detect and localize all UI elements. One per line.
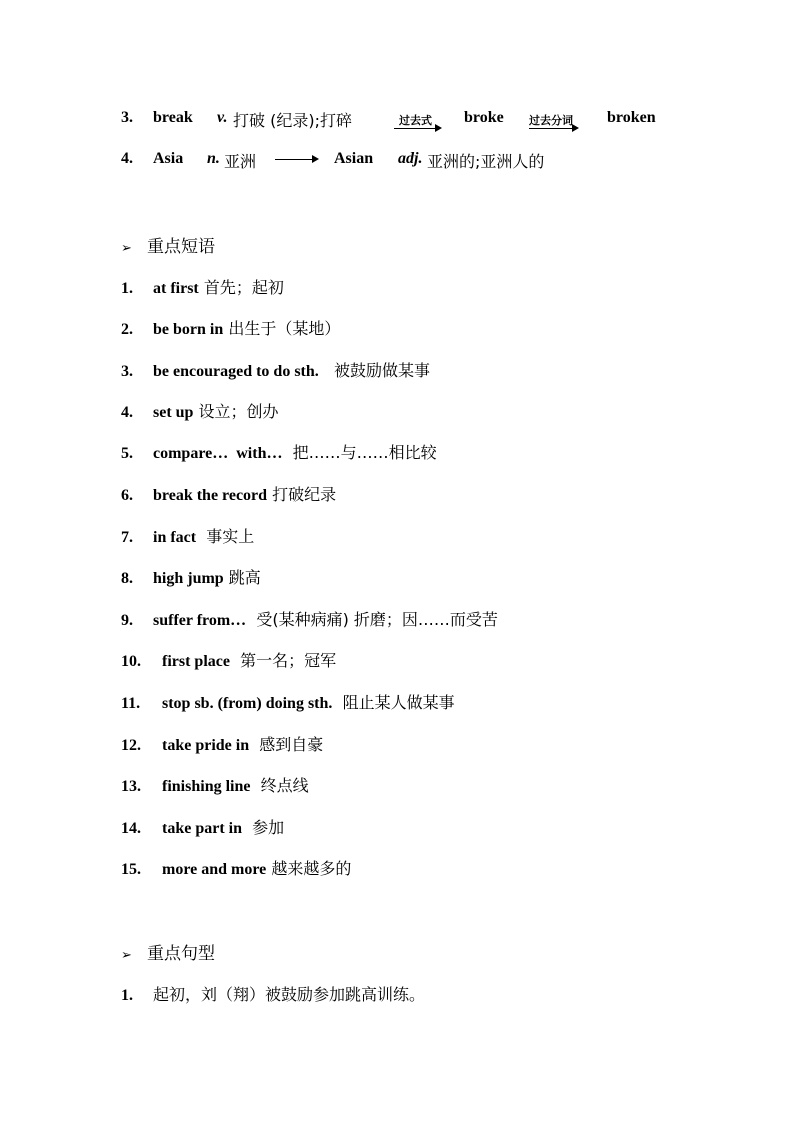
phrase-cn: 感到自豪 <box>249 735 324 754</box>
arrow-label-past: 过去式 <box>399 114 432 127</box>
phrase-en: suffer from… <box>153 612 247 629</box>
list-item: 10. first place 第一名；冠军 <box>121 651 337 670</box>
phrase-cn: 被鼓励做某事 <box>318 361 431 380</box>
arrow-bullet-icon: ➢ <box>121 241 132 256</box>
phrase-cn: 受(某种病痛) 折磨；因……而受苦 <box>246 610 498 629</box>
phrase-cn: 越来越多的 <box>266 859 352 878</box>
vocab-word: break <box>153 109 193 126</box>
phrase-en: be encouraged to do sth. <box>153 363 319 380</box>
section-title: 重点短语 <box>147 237 215 257</box>
arrow-right-icon <box>394 128 440 129</box>
phrase-en: finishing line <box>162 778 251 795</box>
phrase-cn: 出生于（某地） <box>223 319 341 338</box>
sentence-cn: 起初，刘（翔）被鼓励参加跳高训练。 <box>153 985 426 1004</box>
phrase-en: take pride in <box>162 737 250 754</box>
list-item: 7. in fact 事实上 <box>121 527 255 546</box>
section-heading-sentences <box>121 939 215 964</box>
list-item: 4. set up 设立；创办 <box>121 402 279 421</box>
phrase-en: high jump <box>153 570 224 587</box>
vocab-number: 4. <box>121 150 133 167</box>
list-item: 12. take pride in 感到自豪 <box>121 735 324 754</box>
phrase-cn: 终点线 <box>250 776 309 795</box>
arrow-right-icon <box>275 159 317 160</box>
phrase-cn: 设立；创办 <box>193 402 279 421</box>
phrase-en: first place <box>162 653 230 670</box>
phrase-en: compare… with… <box>153 445 283 462</box>
list-item: 9. suffer from… 受(某种病痛) 折磨；因……而受苦 <box>121 610 498 629</box>
vocab-pos: v. <box>217 109 228 126</box>
section-heading-phrases <box>121 232 215 257</box>
vocab-meaning-2: 亚洲的;亚洲人的 <box>427 152 545 171</box>
phrase-en: set up <box>153 404 194 421</box>
phrase-cn: 把……与……相比较 <box>282 443 437 462</box>
vocab-pos: n. <box>207 150 220 167</box>
list-item: 1. 起初，刘（翔）被鼓励参加跳高训练。 <box>121 985 426 1004</box>
phrase-cn: 首先；起初 <box>198 278 284 297</box>
list-item: 15. more and more 越来越多的 <box>121 859 352 878</box>
arrow-bullet-icon: ➢ <box>121 948 132 963</box>
phrase-en: in fact <box>153 529 197 546</box>
phrase-cn: 第一名；冠军 <box>229 651 337 670</box>
vocab-form-past: broke <box>464 109 504 126</box>
list-item: 5. compare… with… 把……与……相比较 <box>121 443 437 462</box>
phrase-en: stop sb. (from) doing sth. <box>162 695 333 712</box>
list-item: 14. take part in 参加 <box>121 818 285 837</box>
phrase-cn: 阻止某人做某事 <box>332 693 455 712</box>
phrase-en: more and more <box>162 861 267 878</box>
vocab-meaning: 打破 (纪录);打碎 <box>233 111 352 130</box>
arrow-label-past-participle: 过去分词 <box>529 114 573 127</box>
list-item: 3. be encouraged to do sth. 被鼓励做某事 <box>121 361 431 380</box>
list-item: 1. at first 首先；起初 <box>121 278 284 297</box>
phrase-cn: 打破纪录 <box>267 485 337 504</box>
phrase-en: take part in <box>162 820 242 837</box>
vocab-word: Asia <box>153 150 184 167</box>
vocab-derived-word: Asian <box>334 150 374 167</box>
vocab-meaning: 亚洲 <box>224 152 257 171</box>
section-title: 重点句型 <box>147 944 215 964</box>
list-item: 2. be born in 出生于（某地） <box>121 319 341 338</box>
vocab-number: 3. <box>121 109 133 126</box>
phrase-cn: 事实上 <box>196 527 255 546</box>
list-item: 13. finishing line 终点线 <box>121 776 309 795</box>
vocab-form-past-participle: broken <box>607 109 656 126</box>
list-item: 11. stop sb. (from) doing sth. 阻止某人做某事 <box>121 693 455 712</box>
list-item: 8. high jump 跳高 <box>121 568 261 587</box>
arrow-right-icon <box>529 128 577 129</box>
list-item: 6. break the record 打破纪录 <box>121 485 337 504</box>
phrase-en: break the record <box>153 487 268 504</box>
phrase-en: be born in <box>153 321 224 338</box>
vocab-pos-2: adj. <box>398 150 423 167</box>
phrase-en: at first <box>153 280 199 297</box>
phrase-cn: 跳高 <box>223 568 261 587</box>
phrase-cn: 参加 <box>242 818 285 837</box>
